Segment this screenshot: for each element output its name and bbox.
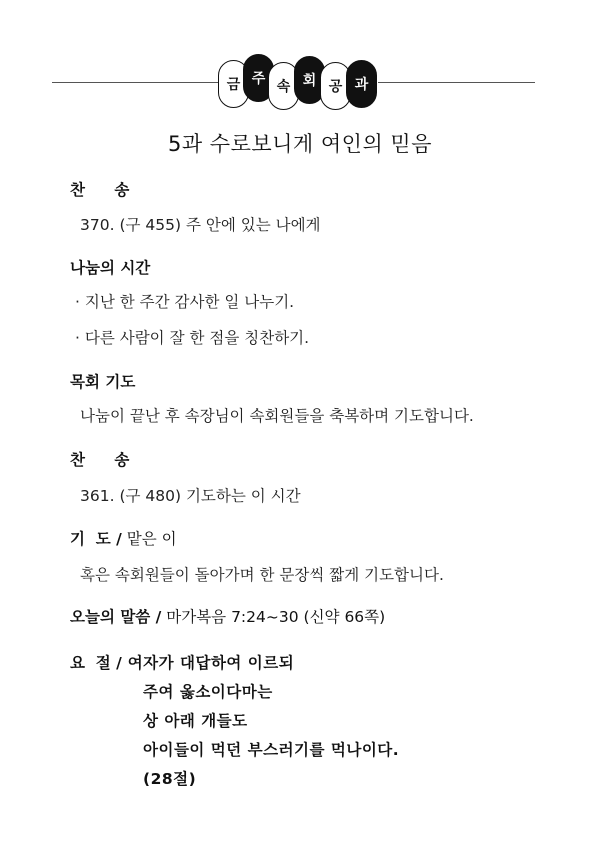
hymn-2-text: 361. (구 480) 기도하는 이 시간: [80, 487, 301, 505]
key-verse-reference: (28절): [143, 770, 197, 788]
pastoral-prayer-heading: 목회 기도: [70, 373, 136, 391]
key-verse-heading-label: 요 절 /: [70, 654, 122, 672]
scripture-reference: 마가복음 7:24~30 (신약 66쪽): [161, 608, 386, 626]
scripture-heading: [70, 605, 385, 627]
sharing-heading: 나눔의 시간: [70, 259, 151, 277]
pastoral-prayer-text: 나눔이 끝난 후 속장님이 속회원들을 축복하며 기도합니다.: [80, 407, 474, 425]
key-verse-line-2: 주여 옳소이다마는: [143, 683, 273, 701]
banner-char-1: 금: [218, 60, 249, 108]
hymn-heading-2-text: 찬 송: [70, 451, 142, 469]
prayer-heading-label: 기 도 /: [70, 530, 122, 548]
sharing-item-1: · 지난 한 주간 감사한 일 나누기.: [75, 293, 295, 311]
banner-char-3: 속: [268, 62, 299, 110]
scripture-heading-label: 오늘의 말씀 /: [70, 608, 162, 626]
lesson-title: 5과 수로보니게 여인의 믿음: [167, 132, 433, 156]
lesson-banner: [218, 58, 383, 110]
key-verse-line-3: 상 아래 개들도: [143, 712, 248, 730]
key-verse-line-1: 여자가 대답하여 이르되: [121, 654, 295, 672]
banner-char-2: 주: [243, 54, 274, 102]
key-verse-heading: [70, 651, 294, 673]
prayer-leader: 맡은 이: [121, 530, 177, 548]
banner-rule-right: [378, 82, 535, 83]
prayer-text: 혹은 속회원들이 돌아가며 한 문장씩 짧게 기도합니다.: [80, 566, 444, 584]
banner-rule-left: [52, 82, 220, 83]
banner-char-4: 회: [294, 56, 325, 104]
hymn-1-text: 370. (구 455) 주 안에 있는 나에게: [80, 216, 321, 234]
sharing-item-2: · 다른 사람이 잘 한 점을 칭찬하기.: [75, 329, 310, 347]
prayer-heading: [70, 527, 177, 549]
banner-char-5: 공: [320, 62, 351, 110]
hymn-heading-2: [70, 448, 141, 470]
hymn-heading-1: [70, 178, 141, 200]
hymn-heading-1-text: 찬 송: [70, 181, 142, 199]
key-verse-line-4: 아이들이 먹던 부스러기를 먹나이다.: [143, 741, 400, 759]
banner-char-6: 과: [346, 60, 377, 108]
